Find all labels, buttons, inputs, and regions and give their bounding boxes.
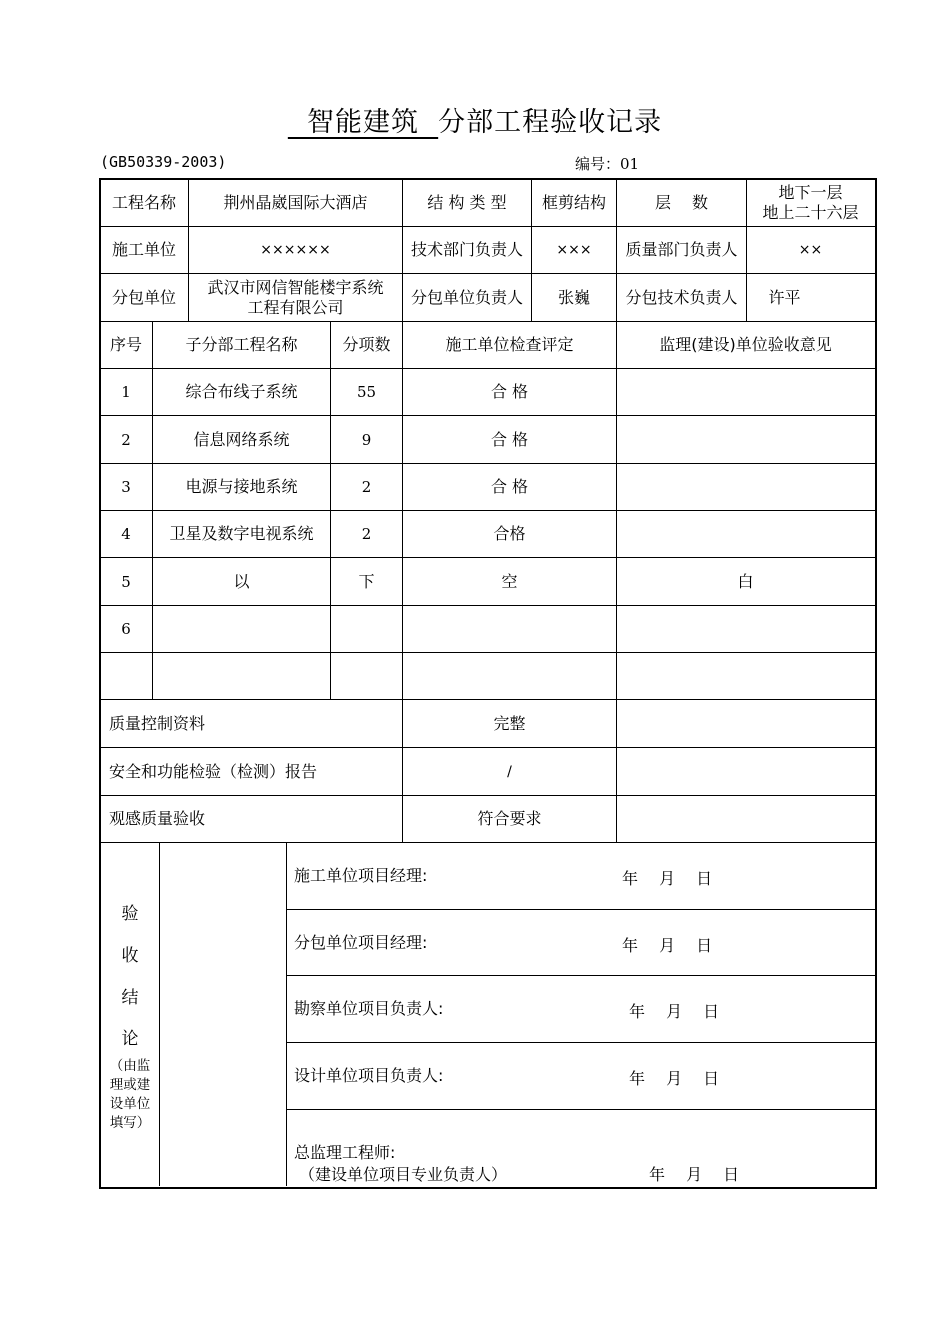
subcontractor-line: 工程有限公司 — [247, 297, 344, 317]
row-no: 5 — [121, 572, 131, 591]
signature-role: 总监理工程师: — [294, 1143, 396, 1162]
quality-docs-value: 完整 — [493, 713, 526, 733]
row-opinion: 白 — [737, 571, 754, 591]
subcontractor-label: 分包单位 — [111, 287, 176, 307]
conclusion-note-line: （由监 — [109, 1058, 151, 1074]
row-name: 以 — [233, 571, 250, 591]
title-underlined-part: 智能建筑 — [287, 107, 439, 138]
row-no: 6 — [121, 620, 131, 638]
row-name: 信息网络系统 — [193, 429, 290, 449]
row-name: 卫星及数字电视系统 — [169, 524, 314, 543]
sub-tech-head-label: 分包技术负责人 — [625, 287, 738, 307]
quality-docs-label: 质量控制资料 — [109, 713, 206, 733]
signature-date: 年 月 日 — [622, 936, 713, 955]
column-divider — [286, 842, 287, 1186]
tech-head-label: 技术部门负责人 — [410, 240, 523, 259]
quality-head-label: 质量部门负责人 — [625, 240, 738, 259]
row-count: 下 — [358, 571, 375, 591]
record-number-label: 编号： — [575, 155, 621, 173]
row-opinion — [617, 511, 874, 557]
standard-code: (GB50339-2003) — [100, 153, 227, 171]
sub-tech-head-value: 许平 — [768, 287, 801, 307]
structure-type-label: 结 构 类 型 — [427, 192, 507, 212]
row-count: 2 — [361, 525, 372, 543]
safety-report-label: 安全和功能检验（检测）报告 — [109, 761, 318, 781]
row-count — [331, 606, 402, 652]
conclusion-note-line: 设单位 — [109, 1096, 151, 1112]
row-count: 9 — [361, 430, 372, 449]
sub-head-label: 分包单位负责人 — [410, 287, 523, 307]
signature-date: 年 月 日 — [629, 1002, 720, 1021]
table-header-count: 分项数 — [342, 335, 391, 354]
conclusion-char: 验 — [121, 904, 139, 924]
row-eval: 空 — [501, 571, 518, 591]
signature-role: 勘察单位项目负责人: — [294, 999, 444, 1018]
project-name-value: 荆州晶崴国际大酒店 — [223, 192, 368, 212]
row-name — [153, 606, 330, 652]
row-name: 电源与接地系统 — [185, 477, 298, 496]
row-opinion — [617, 464, 874, 510]
column-divider — [159, 842, 160, 1186]
project-name-label: 工程名称 — [111, 192, 176, 212]
signature-role: 设计单位项目负责人: — [294, 1066, 444, 1085]
row-name: 综合布线子系统 — [185, 382, 298, 401]
floors-value-line: 地下一层 — [778, 182, 843, 202]
conclusion-char: 结 — [121, 988, 139, 1008]
appearance-value: 符合要求 — [477, 809, 542, 828]
subcontractor-line: 武汉市网信智能楼宇系统 — [207, 277, 384, 297]
row-opinion — [617, 416, 874, 463]
row-no — [100, 653, 152, 699]
table-header-name: 子分部工程名称 — [185, 335, 298, 354]
conclusion-note-line: 理或建 — [109, 1077, 151, 1093]
row-eval: 合 格 — [490, 382, 529, 401]
conclusion-char: 收 — [121, 946, 139, 966]
row-count: 2 — [361, 478, 372, 496]
contractor-value: ×××××× — [260, 242, 331, 258]
row-eval: 合格 — [493, 524, 526, 543]
conclusion-note-line: 填写） — [109, 1115, 151, 1131]
table-header-no: 序号 — [109, 335, 142, 354]
page-title — [0, 100, 950, 139]
conclusion-note — [100, 1057, 160, 1133]
record-number-value: 01 — [620, 155, 640, 173]
signature-date: 年 月 日 — [622, 869, 713, 888]
row-no: 1 — [121, 383, 131, 401]
signature-role: 施工单位项目经理: — [294, 866, 428, 885]
row-no: 2 — [121, 430, 131, 449]
conclusion-char: 论 — [121, 1029, 139, 1049]
row-divider — [286, 1109, 875, 1110]
signature-date: 年 月 日 — [629, 1069, 720, 1088]
subcontractor-value — [189, 274, 402, 321]
signature-role: 分包单位项目经理: — [294, 932, 428, 952]
floors-value-line: 地上二十六层 — [762, 202, 859, 222]
floors-label: 层 数 — [654, 192, 709, 212]
row-eval — [403, 653, 616, 699]
quality-head-value: ×× — [798, 242, 823, 258]
structure-type-value: 框剪结构 — [541, 192, 606, 212]
row-opinion — [617, 653, 874, 699]
signature-date: 年 月 日 — [649, 1165, 740, 1184]
contractor-label: 施工单位 — [111, 240, 176, 259]
appearance-label: 观感质量验收 — [109, 809, 206, 828]
row-count: 55 — [356, 383, 377, 401]
record-number — [575, 153, 639, 174]
row-no: 3 — [121, 478, 131, 496]
table-header-eval: 施工单位检查评定 — [445, 335, 574, 354]
safety-report-value: / — [507, 763, 512, 780]
floors-value — [747, 179, 874, 226]
tech-head-value: ××× — [556, 242, 592, 258]
row-no: 4 — [121, 525, 131, 543]
signature-role-detail: （建设单位项目专业负责人） — [299, 1165, 508, 1184]
row-eval: 合 格 — [490, 477, 529, 496]
row-eval: 合 格 — [490, 429, 529, 449]
row-eval — [403, 606, 616, 652]
title-rest: 分部工程验收记录 — [438, 107, 663, 138]
row-opinion — [617, 369, 874, 415]
row-name — [153, 653, 330, 699]
row-count — [331, 653, 402, 699]
sub-head-value: 张巍 — [557, 287, 590, 307]
row-opinion — [617, 606, 874, 652]
table-header-opinion: 监理(建设)单位验收意见 — [659, 335, 832, 354]
